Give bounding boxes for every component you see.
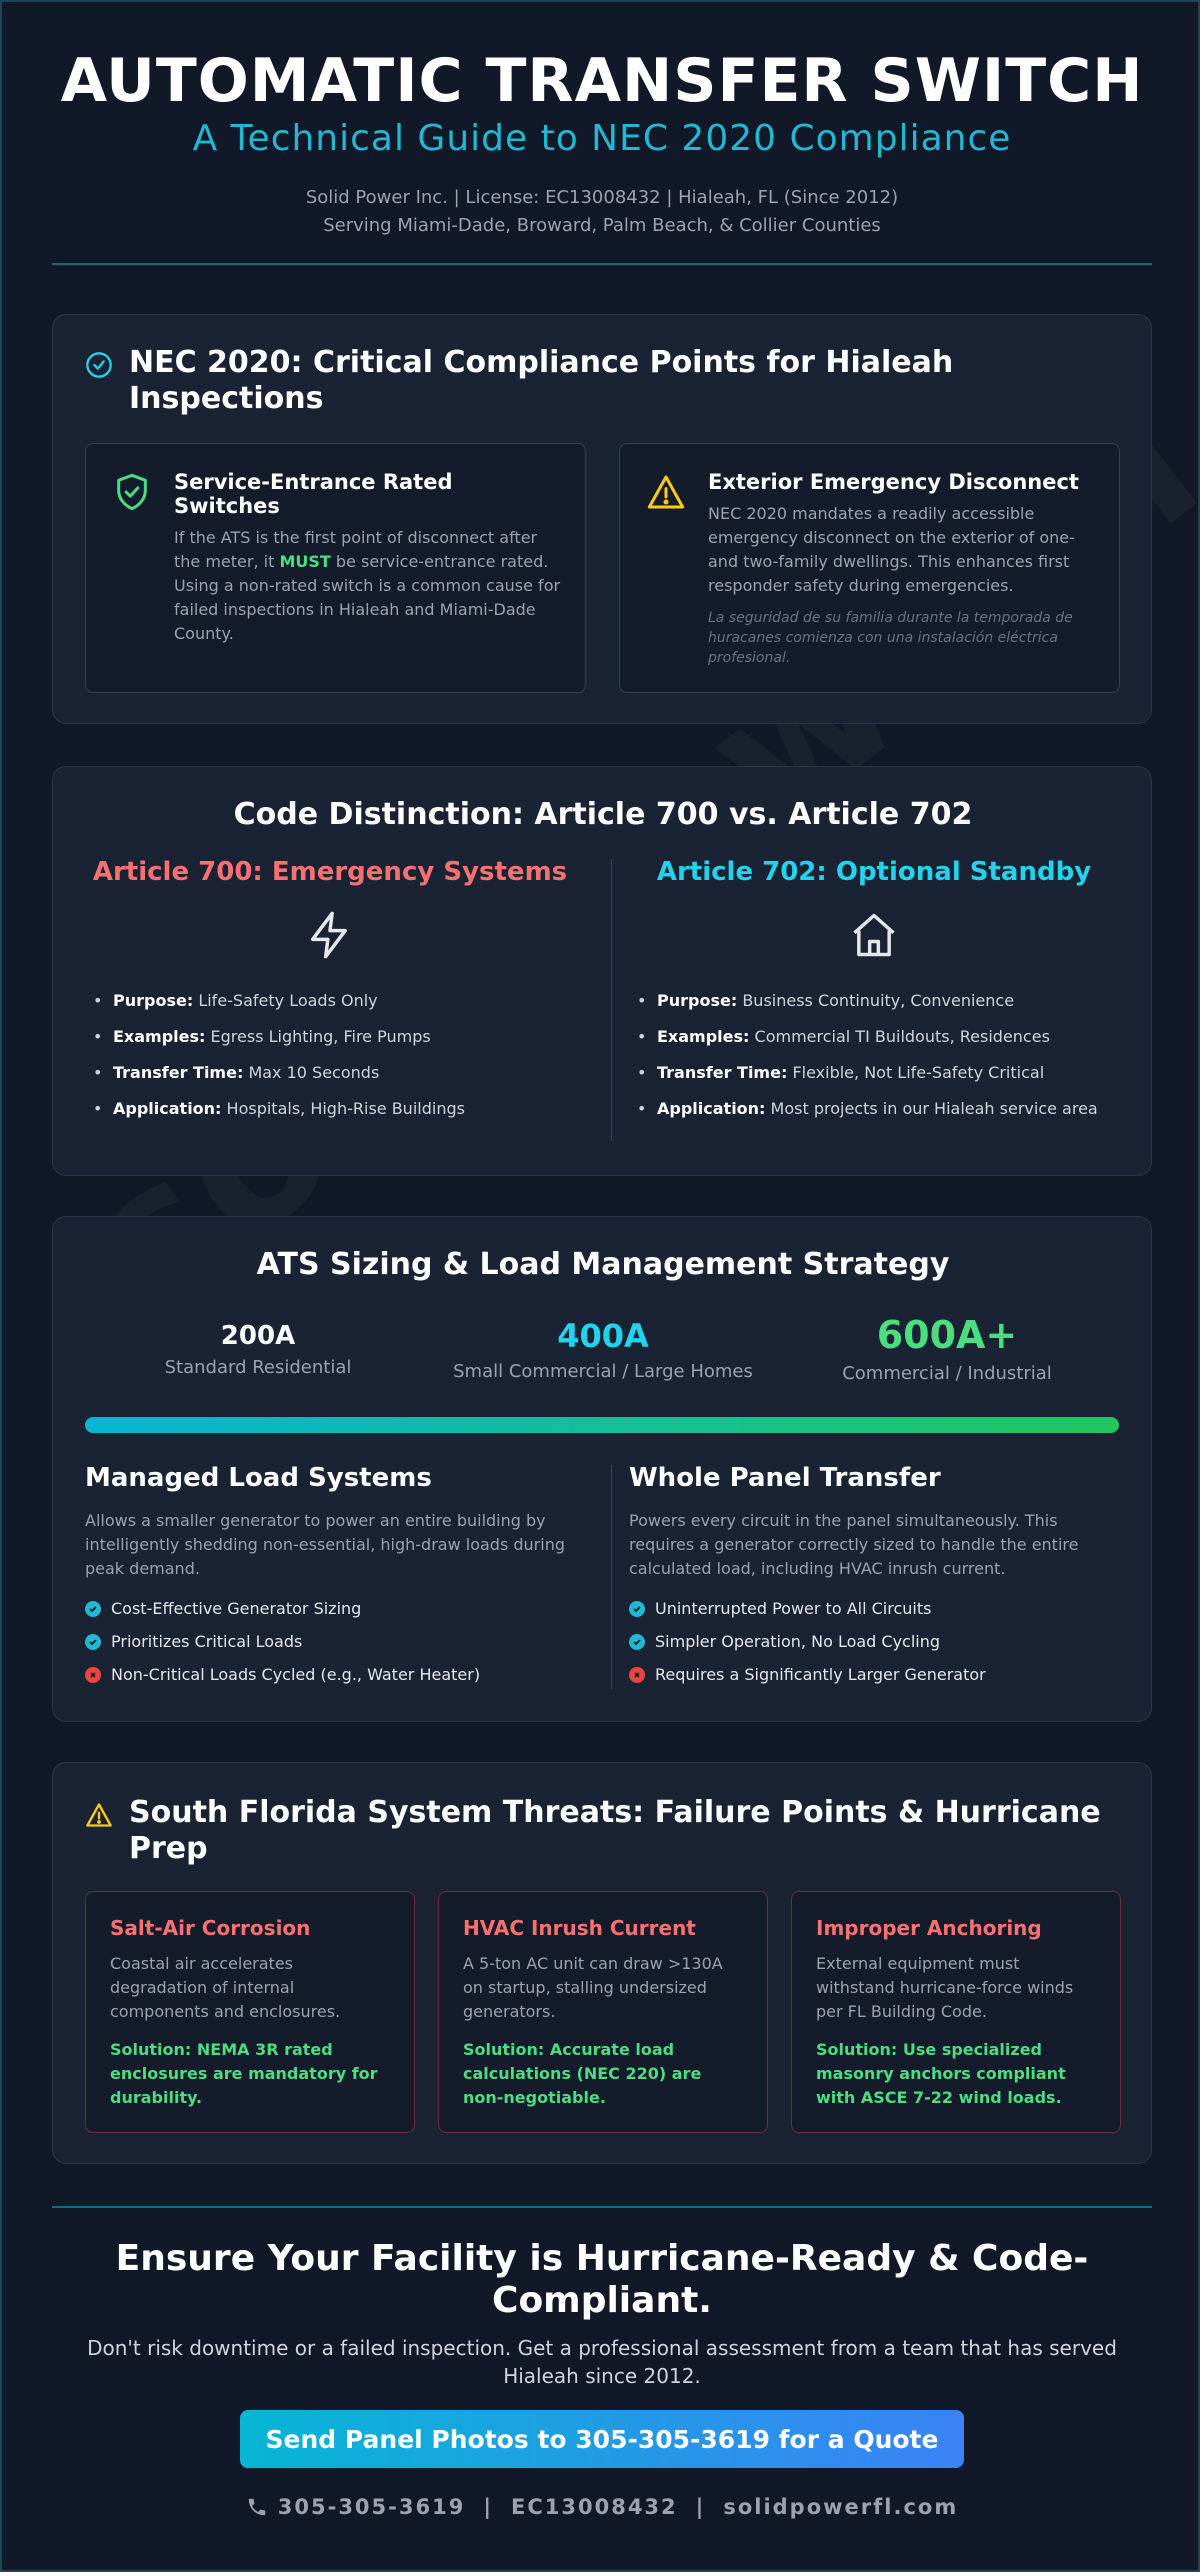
amp-label: Commercial / Industrial	[842, 1363, 1052, 1384]
pro-text: Prioritizes Critical Loads	[111, 1632, 303, 1651]
service-area-line: Serving Miami-Dade, Broward, Palm Beach, & Collier Counties	[323, 215, 881, 236]
spanish-safety-note: La seguridad de su familia durante la temporada de huracanes comienza con una instalación eléctrica profesional.	[708, 610, 1073, 666]
amp-label: Standard Residential	[164, 1357, 352, 1378]
item-key: Transfer Time:	[113, 1063, 244, 1082]
item-key: Examples:	[113, 1027, 206, 1046]
amp-value: 200A	[220, 1321, 296, 1351]
amp-label: Small Commercial / Large Homes	[453, 1361, 753, 1382]
item-value: Life-Safety Loads Only	[193, 991, 378, 1010]
article-700-list	[85, 989, 575, 1121]
threat-text: Coastal air accelerates degradation of internal components and enclosures.	[110, 1954, 341, 2021]
pro-text: Simpler Operation, No Load Cycling	[655, 1632, 941, 1651]
page-subtitle: A Technical Guide to NEC 2020 Compliance	[192, 118, 1012, 159]
company-line: Solid Power Inc. | License: EC13008432 | Hialeah, FL (Since 2012)	[305, 187, 899, 208]
threat-solution: Solution: Use specialized masonry anchors compliant with ASCE 7-22 wind loads.	[816, 2040, 1066, 2107]
amp-tier-600	[787, 1313, 1107, 1384]
managed-load-list	[85, 1599, 585, 1684]
page-title: AUTOMATIC TRANSFER SWITCH	[60, 46, 1144, 116]
threats-section	[52, 1762, 1152, 2164]
quote-button[interactable]: Send Panel Photos to 305-305-3619 for a Quote	[240, 2410, 964, 2468]
x-icon	[85, 1667, 101, 1683]
threats-header	[85, 1795, 1125, 1867]
compliance-section	[52, 314, 1152, 724]
con-text: Requires a Significantly Larger Generator	[655, 1665, 986, 1684]
article-702-item	[629, 989, 1119, 1013]
pro-item	[629, 1599, 1119, 1618]
threats-title: South Florida System Threats: Failure Points & Hurricane Prep	[129, 1795, 1101, 1866]
footer-separator: |	[483, 2495, 493, 2519]
item-value: Egress Lighting, Fire Pumps	[205, 1027, 431, 1046]
footer	[52, 2495, 1152, 2519]
emergency-disconnect-title: Exterior Emergency Disconnect	[708, 470, 1079, 494]
check-icon	[85, 1634, 101, 1650]
service-entrance-text	[174, 526, 564, 646]
x-icon	[629, 1667, 645, 1683]
article-700-item	[85, 989, 575, 1013]
managed-load-text: Allows a smaller generator to power an entire building by intelligently shedding non-essential, high-draw loads during peak demand.	[85, 1511, 565, 1578]
footer-license: EC13008432	[511, 2495, 678, 2519]
emergency-disconnect-text: NEC 2020 mandates a readily accessible emergency disconnect on the exterior of one- and two-family dwellings. This enhances first responder safety during emergencies.	[708, 504, 1075, 595]
column-divider	[611, 859, 612, 1141]
pro-item	[629, 1632, 1119, 1651]
article-702-list	[629, 989, 1119, 1121]
amp-value: 400A	[557, 1317, 649, 1355]
article-700-item	[85, 1061, 575, 1085]
warning-triangle-icon	[646, 472, 686, 512]
check-icon	[85, 1601, 101, 1617]
managed-load-title: Managed Load Systems	[85, 1463, 432, 1493]
company-info	[52, 184, 1152, 240]
capacity-gradient-bar	[85, 1417, 1119, 1433]
must-emphasis: MUST	[279, 552, 331, 571]
compliance-header	[85, 345, 1125, 417]
cta-text: Don't risk downtime or a failed inspection. Get a professional assessment from a team that has served Hialeah since 2012.	[87, 2336, 1117, 2388]
footer-website[interactable]: solidpowerfl.com	[723, 2495, 959, 2519]
distinction-title: Code Distinction: Article 700 vs. Article 702	[233, 797, 973, 832]
cta-title: Ensure Your Facility is Hurricane-Ready & Code-Compliant.	[115, 2238, 1089, 2321]
article-702-item	[629, 1097, 1119, 1121]
sizing-divider	[611, 1465, 612, 1689]
amp-tier-400	[443, 1317, 763, 1382]
pro-text: Uninterrupted Power to All Circuits	[655, 1599, 932, 1618]
article-702-column	[629, 857, 1119, 1133]
item-value: Business Continuity, Convenience	[737, 991, 1015, 1010]
threat-text: External equipment must withstand hurricane-force winds per FL Building Code.	[816, 1954, 1074, 2021]
service-entrance-text-b: be service-entrance rated. Using a non-rated switch is a common cause for failed inspections in Hialeah and Miami-Dade County.	[174, 552, 561, 643]
check-icon	[629, 1634, 645, 1650]
article-700-title: Article 700: Emergency Systems	[92, 857, 568, 887]
lightning-bolt-icon	[304, 909, 356, 961]
article-distinction-section	[52, 766, 1152, 1176]
pro-item	[85, 1599, 585, 1618]
con-text: Non-Critical Loads Cycled (e.g., Water Heater)	[111, 1665, 481, 1684]
cta-section	[52, 2238, 1152, 2390]
header-divider	[52, 263, 1152, 265]
phone-icon	[246, 2496, 268, 2518]
item-key: Examples:	[657, 1027, 750, 1046]
con-item	[629, 1665, 1119, 1684]
threat-text: A 5-ton AC unit can draw >130A on startup, stalling undersized generators.	[463, 1954, 723, 2021]
shield-check-icon	[112, 472, 152, 512]
footer-phone[interactable]: 305-305-3619	[277, 2495, 466, 2519]
item-value: Flexible, Not Life-Safety Critical	[787, 1063, 1045, 1082]
header	[52, 46, 1152, 240]
sizing-section	[52, 1216, 1152, 1722]
whole-panel-text: Powers every circuit in the panel simultaneously. This requires a generator correctly sized to handle the entire calculated load, including HVAC inrush current.	[629, 1511, 1079, 1578]
threat-title: Improper Anchoring	[816, 1916, 1042, 1940]
emergency-disconnect-card	[619, 443, 1120, 693]
whole-panel-list	[629, 1599, 1119, 1684]
managed-load-column	[85, 1463, 585, 1698]
service-entrance-card	[85, 443, 586, 693]
check-circle-icon	[85, 351, 113, 379]
article-700-item	[85, 1097, 575, 1121]
item-key: Purpose:	[657, 991, 738, 1010]
item-value: Most projects in our Hialeah service area	[765, 1099, 1098, 1118]
threat-title: Salt-Air Corrosion	[110, 1916, 311, 1940]
threat-solution: Solution: NEMA 3R rated enclosures are mandatory for durability.	[110, 2040, 378, 2107]
article-700-item	[85, 1025, 575, 1049]
con-item	[85, 1665, 585, 1684]
check-icon	[629, 1601, 645, 1617]
item-value: Commercial TI Buildouts, Residences	[749, 1027, 1050, 1046]
cta-divider	[52, 2206, 1152, 2208]
threat-card-salt-air	[85, 1891, 415, 2133]
amp-value: 600A+	[876, 1313, 1018, 1357]
article-702-item	[629, 1061, 1119, 1085]
house-icon	[848, 909, 900, 961]
item-key: Application:	[113, 1099, 222, 1118]
item-key: Transfer Time:	[657, 1063, 788, 1082]
whole-panel-column	[629, 1463, 1119, 1698]
threat-solution: Solution: Accurate load calculations (NEC 220) are non-negotiable.	[463, 2040, 702, 2107]
article-702-item	[629, 1025, 1119, 1049]
service-entrance-text-a: If the ATS is the first point of disconnect after the meter, it	[174, 528, 538, 571]
service-entrance-title: Service-Entrance Rated Switches	[174, 470, 453, 518]
threat-card-hvac	[438, 1891, 768, 2133]
pro-item	[85, 1632, 585, 1651]
article-702-title: Article 702: Optional Standby	[656, 857, 1092, 887]
footer-separator: |	[695, 2495, 706, 2519]
threat-title: HVAC Inrush Current	[463, 1916, 696, 1940]
item-value: Max 10 Seconds	[243, 1063, 380, 1082]
item-key: Purpose:	[113, 991, 194, 1010]
item-key: Application:	[657, 1099, 766, 1118]
compliance-title: NEC 2020: Critical Compliance Points for Hialeah Inspections	[129, 345, 954, 416]
whole-panel-title: Whole Panel Transfer	[629, 1463, 941, 1493]
article-700-column	[85, 857, 575, 1133]
threat-card-anchoring	[791, 1891, 1121, 2133]
warning-icon	[85, 1801, 113, 1829]
sizing-title: ATS Sizing & Load Management Strategy	[256, 1247, 950, 1282]
item-value: Hospitals, High-Rise Buildings	[221, 1099, 465, 1118]
pro-text: Cost-Effective Generator Sizing	[111, 1599, 362, 1618]
amp-tier-200	[98, 1321, 418, 1378]
